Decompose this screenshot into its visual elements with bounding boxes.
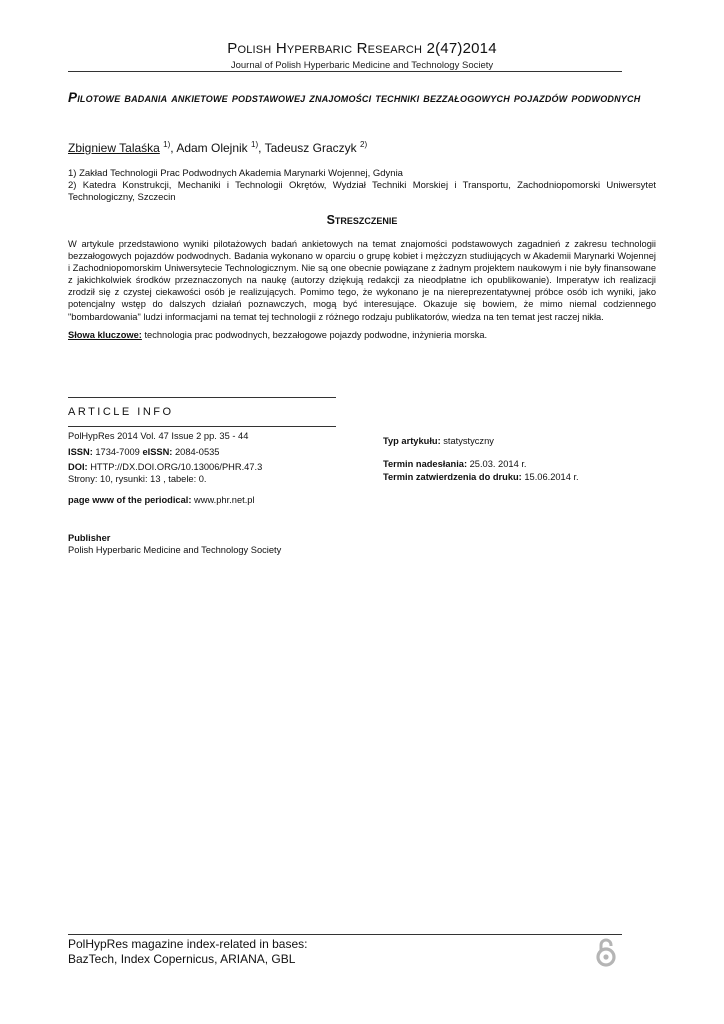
author-name: Adam Olejnik (176, 141, 248, 155)
article-info-top-rule (68, 397, 336, 398)
article-type-label: Typ artykułu: (383, 436, 441, 446)
keywords-label: Słowa kluczowe: (68, 330, 142, 340)
keywords-text: technologia prac podwodnych, bezzałogowe pojazdy podwodne, inżynieria morska. (141, 330, 488, 340)
eissn-value: 2084-0535 (172, 447, 220, 457)
journal-subtitle: Journal of Polish Hyperbaric Medicine and Technology Society (230, 60, 494, 71)
received-value: 25.03. 2014 r. (467, 459, 527, 469)
issn-line (68, 446, 219, 458)
article-type-value: statystyczny (440, 436, 494, 446)
footer-line-1: PolHypRes magazine index-related in bases: (68, 937, 308, 951)
doi-value[interactable]: HTTP://DX.DOI.ORG/10.13006/PHR.47.3 (87, 462, 263, 472)
journal-title: Polish Hyperbaric Research 2(47)2014 (227, 40, 497, 57)
footer-line-2: BazTech, Index Copernicus, ARIANA, GBL (68, 952, 296, 966)
author-list: Zbigniew Talaśka $^{1)}$, Adam Olejnik $^{1)}$, Tadeusz Graczyk $^{2)}$ (68, 140, 368, 155)
page-counts: Strony: 10, rysunki: 13 , tabele: 0. (68, 474, 207, 484)
footer-divider (68, 934, 622, 935)
received-label: Termin nadesłania: (383, 459, 468, 469)
accepted-value: 15.06.2014 r. (521, 472, 579, 482)
issn-label: ISSN: (68, 447, 93, 457)
publisher-label: Publisher (68, 533, 111, 543)
affiliation-1: 1) Zakład Technologii Prac Podwodnych Akademia Marynarki Wojennej, Gdynia (68, 168, 403, 179)
keywords (68, 330, 656, 340)
www-link[interactable]: www.phr.net.pl (191, 495, 255, 505)
author-affiliation-mark: 1) (251, 140, 259, 149)
article-info-rule (68, 426, 336, 427)
affiliation-2: 2) Katedra Konstrukcji, Mechaniki i Technologii Okrętów, Wydział Techniki Morskiej i Transportu, Zachodniopomorski Uniwersytet Technologiczny, Szczecin (68, 180, 656, 203)
received-date (383, 459, 527, 469)
paper-title: Pilotowe badania ankietowe podstawowej znajomości techniki bezzałogowych pojazdów podwodnych (68, 90, 641, 105)
issn-value: 1734-7009 (92, 447, 143, 457)
eissn-label: eISSN: (142, 447, 173, 457)
footer-indexing (68, 937, 307, 967)
open-access-icon (594, 937, 618, 972)
author-affiliation-mark: 2) (360, 140, 368, 149)
accepted-date (383, 472, 579, 482)
abstract-body: W artykule przedstawiono wyniki pilotażowych badań ankietowych na temat znajomości podstawowych zagadnień z zakresu technologii bezzałogowych pojazdów podwodnych. Badania wykonano w oparciu o grupę kobiet i mężczyzn studiujących w Akademii Marynarki Wojennej i Zachodniopomorskim Uniwersytecie Technologicznym. Nie są one obecnie powiązane z żadnym projektem naukowym i nie były finansowane z jakichkolwiek środków przeznaczonych na naukę (autorzy dziękują redakcji za nieodpłatne ich opublikowanie). Imperatyw ich realizacji zrodził się z czystej ciekawości osób je realizujących. Pomimo tego, że wykonano je na niereprezentatywnej próbce osób ich wyniki, jako potencjalny wstęp do dalszych działań poznawczych, mogą być interesujące. Okazuje się bowiem, że mimo niemal codziennego "bombardowania" ludzi informacjami na temat tej technologii z różnego rodzaju publikatorów, wiedza na ten temat jest raczej nikła. (68, 239, 656, 322)
article-info-heading: ARTICLE INFO (68, 406, 174, 418)
citation: PolHypRes 2014 Vol. 47 Issue 2 pp. 35 - 44 (68, 431, 249, 441)
publisher-name: Polish Hyperbaric Medicine and Technology Society (68, 545, 282, 555)
www-label: page www of the periodical: (68, 495, 192, 505)
www-line (68, 494, 255, 506)
author-name: Zbigniew Talaśka (68, 141, 160, 155)
doi-label: DOI: (68, 462, 88, 472)
author-affiliation-mark: 1) (163, 140, 171, 149)
article-type (383, 436, 494, 446)
accepted-label: Termin zatwierdzenia do druku: (383, 472, 522, 482)
abstract-heading: Streszczenie (326, 213, 398, 227)
doi-line (68, 461, 262, 473)
author-name: Tadeusz Graczyk (264, 141, 357, 155)
header-divider (68, 71, 622, 72)
